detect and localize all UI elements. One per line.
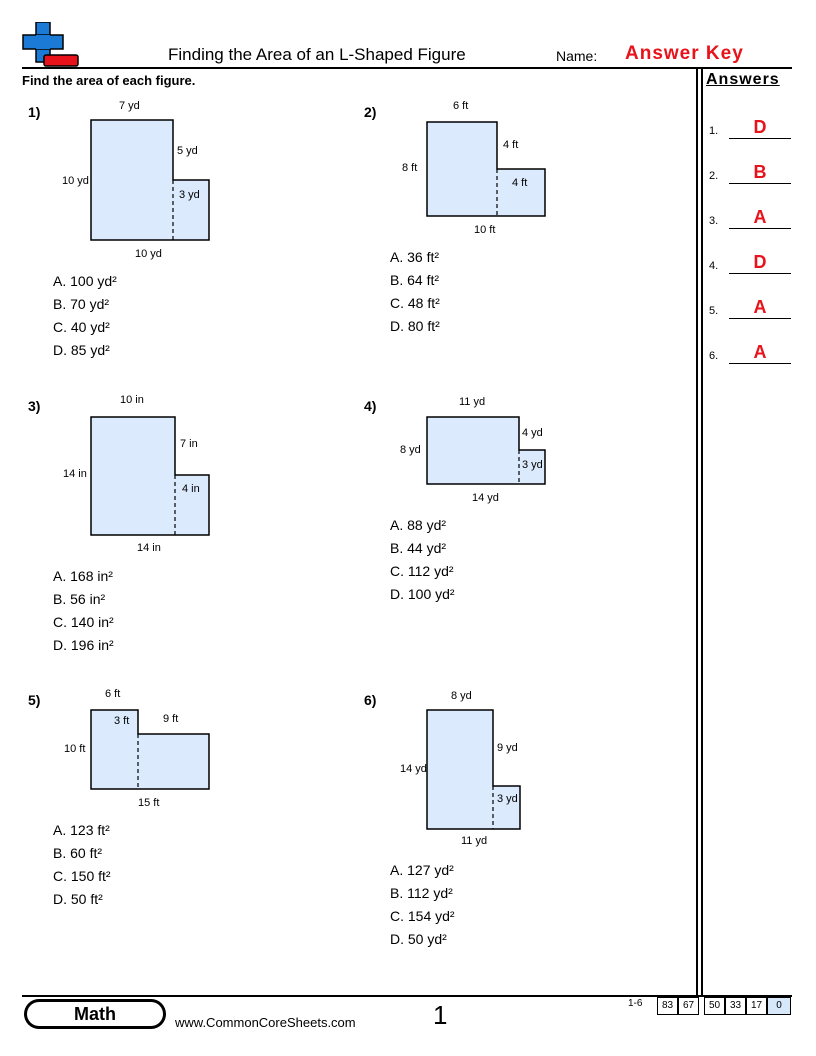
choice: D. 80 ft² (390, 318, 440, 334)
answer-choices (53, 565, 114, 657)
divider-left (696, 67, 698, 995)
problem-number: 2) (364, 104, 377, 120)
answer-number: 5. (709, 305, 719, 317)
answer-number: 6. (709, 350, 719, 362)
choice: D. 100 yd² (390, 586, 455, 602)
dimension-label: 3 ft (114, 715, 130, 727)
dimension-label: 4 ft (503, 139, 519, 151)
dimension-label: 14 in (63, 468, 87, 480)
answer-value: B (753, 162, 767, 182)
dimension-label: 3 yd (497, 793, 518, 805)
answer-number: 2. (709, 170, 719, 182)
score-cell: 50 (704, 997, 725, 1015)
choice: B. 64 ft² (390, 272, 440, 288)
answer-line (729, 183, 791, 184)
score-range: 1-6 (628, 998, 643, 1009)
choice: A. 168 in² (53, 568, 113, 584)
answer-line (729, 363, 791, 364)
dimension-label: 8 ft (402, 162, 418, 174)
choice: C. 112 yd² (390, 563, 454, 579)
answer-row (709, 295, 793, 319)
choice: B. 60 ft² (53, 845, 103, 861)
score-cell: 17 (746, 997, 767, 1015)
choice: C. 40 yd² (53, 319, 110, 335)
dimension-label: 4 ft (512, 177, 528, 189)
dimension-label: 11 yd (459, 396, 486, 408)
score-cell: 0 (767, 997, 791, 1015)
answer-line (729, 228, 791, 229)
choice: B. 112 yd² (390, 885, 453, 901)
answer-row (709, 205, 793, 229)
dimension-label: 10 yd (62, 175, 89, 187)
dimension-label: 6 ft (105, 688, 121, 700)
problem-number: 3) (28, 398, 41, 414)
answer-choices (53, 819, 111, 911)
choice: A. 36 ft² (390, 249, 440, 265)
answer-row (709, 115, 793, 139)
dimension-label: 3 yd (522, 459, 543, 471)
choice: D. 196 in² (53, 637, 114, 653)
answer-row (709, 160, 793, 184)
answer-line (729, 318, 791, 319)
choice: A. 88 yd² (390, 517, 447, 533)
choice: D. 50 yd² (390, 931, 447, 947)
dimension-label: 5 yd (177, 145, 198, 157)
choice: A. 123 ft² (53, 822, 110, 838)
dimension-label: 6 ft (453, 100, 469, 112)
answer-value: D (753, 117, 767, 137)
answer-choices (390, 514, 455, 606)
answer-value: A (753, 297, 767, 317)
answer-row (709, 340, 793, 364)
dimension-label: 9 yd (497, 742, 518, 754)
name-label: Name: (556, 48, 598, 64)
answers-title: Answers (706, 71, 780, 88)
choice: D. 85 yd² (53, 342, 110, 358)
dimension-label: 10 yd (135, 248, 162, 260)
answer-choices (53, 270, 117, 362)
choice: D. 50 ft² (53, 891, 103, 907)
dimension-label: 10 in (120, 394, 144, 406)
answer-line (729, 273, 791, 274)
problem-number: 4) (364, 398, 377, 414)
name-value: Answer Key (625, 43, 744, 64)
answer-choices (390, 859, 455, 951)
dimension-label: 8 yd (451, 690, 472, 702)
choice: B. 56 in² (53, 591, 106, 607)
choice: C. 154 yd² (390, 908, 455, 924)
dimension-label: 11 yd (461, 835, 488, 847)
choice: C. 140 in² (53, 614, 114, 630)
answer-choices (390, 246, 440, 338)
dimension-label: 10 ft (64, 743, 86, 755)
choice: A. 100 yd² (53, 273, 117, 289)
subject-badge (24, 999, 166, 1029)
header-rule (22, 67, 792, 69)
problem-number: 5) (28, 692, 41, 708)
dimension-label: 9 ft (163, 713, 179, 725)
dimension-label: 15 ft (138, 797, 160, 809)
dimension-label: 4 yd (522, 427, 543, 439)
problem-number: 6) (364, 692, 377, 708)
dimension-label: 14 in (137, 542, 161, 554)
choice: C. 150 ft² (53, 868, 111, 884)
answer-line (729, 138, 791, 139)
problem-number: 1) (28, 104, 41, 120)
score-cell: 67 (678, 997, 699, 1015)
plus-minus-logo-icon (22, 22, 80, 68)
dimension-label: 7 in (180, 438, 198, 450)
instructions: Find the area of each figure. (22, 73, 196, 88)
dimension-label: 3 yd (179, 189, 200, 201)
answer-number: 3. (709, 215, 719, 227)
l-shape-figure (400, 95, 560, 235)
dimension-label: 10 ft (474, 224, 496, 236)
dimension-label: 7 yd (119, 100, 140, 112)
score-cell: 33 (725, 997, 746, 1015)
answer-value: A (753, 207, 767, 227)
choice: C. 48 ft² (390, 295, 440, 311)
divider-right (701, 67, 703, 995)
subject-label: Math (27, 1002, 163, 1026)
score-cell: 83 (657, 997, 678, 1015)
page-title: Finding the Area of an L-Shaped Figure (168, 45, 466, 64)
dimension-label: 14 yd (472, 492, 499, 504)
choice: B. 44 yd² (390, 540, 447, 556)
page-number: 1 (433, 1000, 448, 1030)
choice: A. 127 yd² (390, 862, 454, 878)
dimension-label: 8 yd (400, 444, 421, 456)
answer-number: 4. (709, 260, 719, 272)
site-url: www.CommonCoreSheets.com (175, 1015, 356, 1030)
dimension-label: 4 in (182, 483, 200, 495)
choice: B. 70 yd² (53, 296, 110, 312)
answer-number: 1. (709, 125, 719, 137)
answer-row (709, 250, 793, 274)
dimension-label: 14 yd (400, 763, 427, 775)
answer-value: D (753, 252, 767, 272)
answer-value: A (753, 342, 767, 362)
